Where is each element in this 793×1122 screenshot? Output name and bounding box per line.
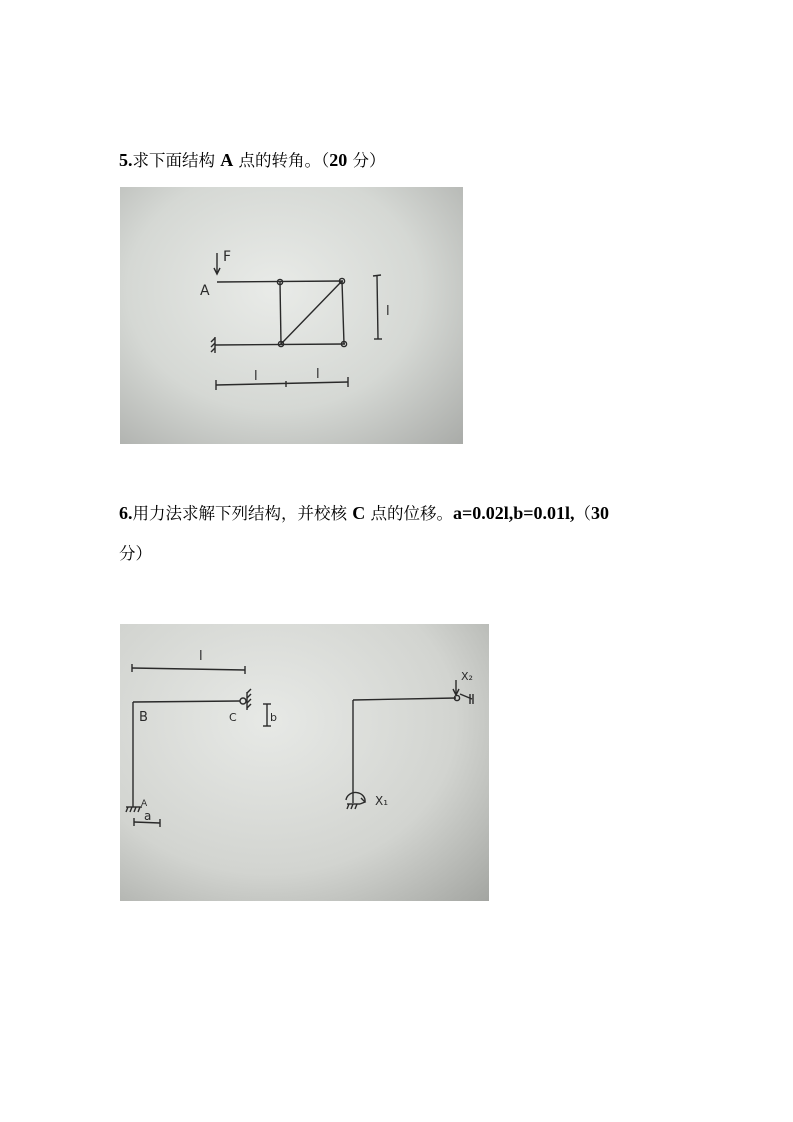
force-label: F — [223, 249, 232, 265]
joint-b-label: B — [139, 710, 148, 725]
roller-c — [240, 698, 246, 704]
length-label: l — [199, 649, 203, 664]
question-6 — [119, 503, 609, 524]
figure-6-drawing — [120, 624, 489, 901]
length-dimension — [132, 668, 245, 670]
question-6-text-a: 用力法求解下列结构，并校核 — [132, 504, 353, 523]
basic-beam — [353, 698, 456, 700]
question-6-line-2: 分） — [119, 544, 152, 563]
x1-label: X₁ — [375, 794, 389, 808]
rotation-a-label: a — [144, 809, 152, 823]
bottom-chord — [215, 344, 345, 345]
question-6-number: 6. — [119, 503, 133, 523]
joint-a-label: A — [141, 799, 148, 809]
height-label: l — [386, 304, 390, 319]
span-1-label: l — [254, 369, 258, 384]
figure-6-photo — [120, 624, 489, 901]
settlement-b-label: b — [270, 711, 277, 724]
x1-moment-arrow — [346, 792, 365, 802]
question-5-text-a: 求下面结构 — [132, 151, 221, 170]
beam-bc — [133, 701, 240, 702]
height-dimension — [377, 276, 378, 339]
top-chord — [217, 281, 343, 282]
question-5-point: A — [220, 150, 234, 170]
question-6-score: 30 — [591, 503, 610, 523]
right-vertical — [342, 281, 344, 344]
question-5-text-b: 点的转角。（ — [233, 151, 330, 170]
question-5 — [119, 150, 386, 171]
question-5-text-c: 分） — [347, 151, 386, 170]
question-6-given-values: a=0.02l,b=0.01l, — [453, 503, 575, 523]
question-6-text-c: （ — [574, 504, 592, 523]
middle-vertical — [280, 282, 281, 344]
span-dimension — [216, 382, 348, 385]
figure-5-photo — [120, 187, 463, 444]
question-6-text-b: 点的位移。 — [365, 504, 453, 523]
span-2-label: l — [316, 367, 320, 382]
point-a-label: A — [200, 283, 210, 299]
figure-5-drawing — [120, 187, 463, 444]
joint-c-label: C — [229, 711, 237, 724]
question-6-point: C — [352, 503, 366, 523]
diagonal-member — [281, 281, 342, 344]
x2-label: X₂ — [461, 670, 473, 683]
question-5-number: 5. — [119, 150, 133, 170]
question-5-score: 20 — [329, 150, 348, 170]
